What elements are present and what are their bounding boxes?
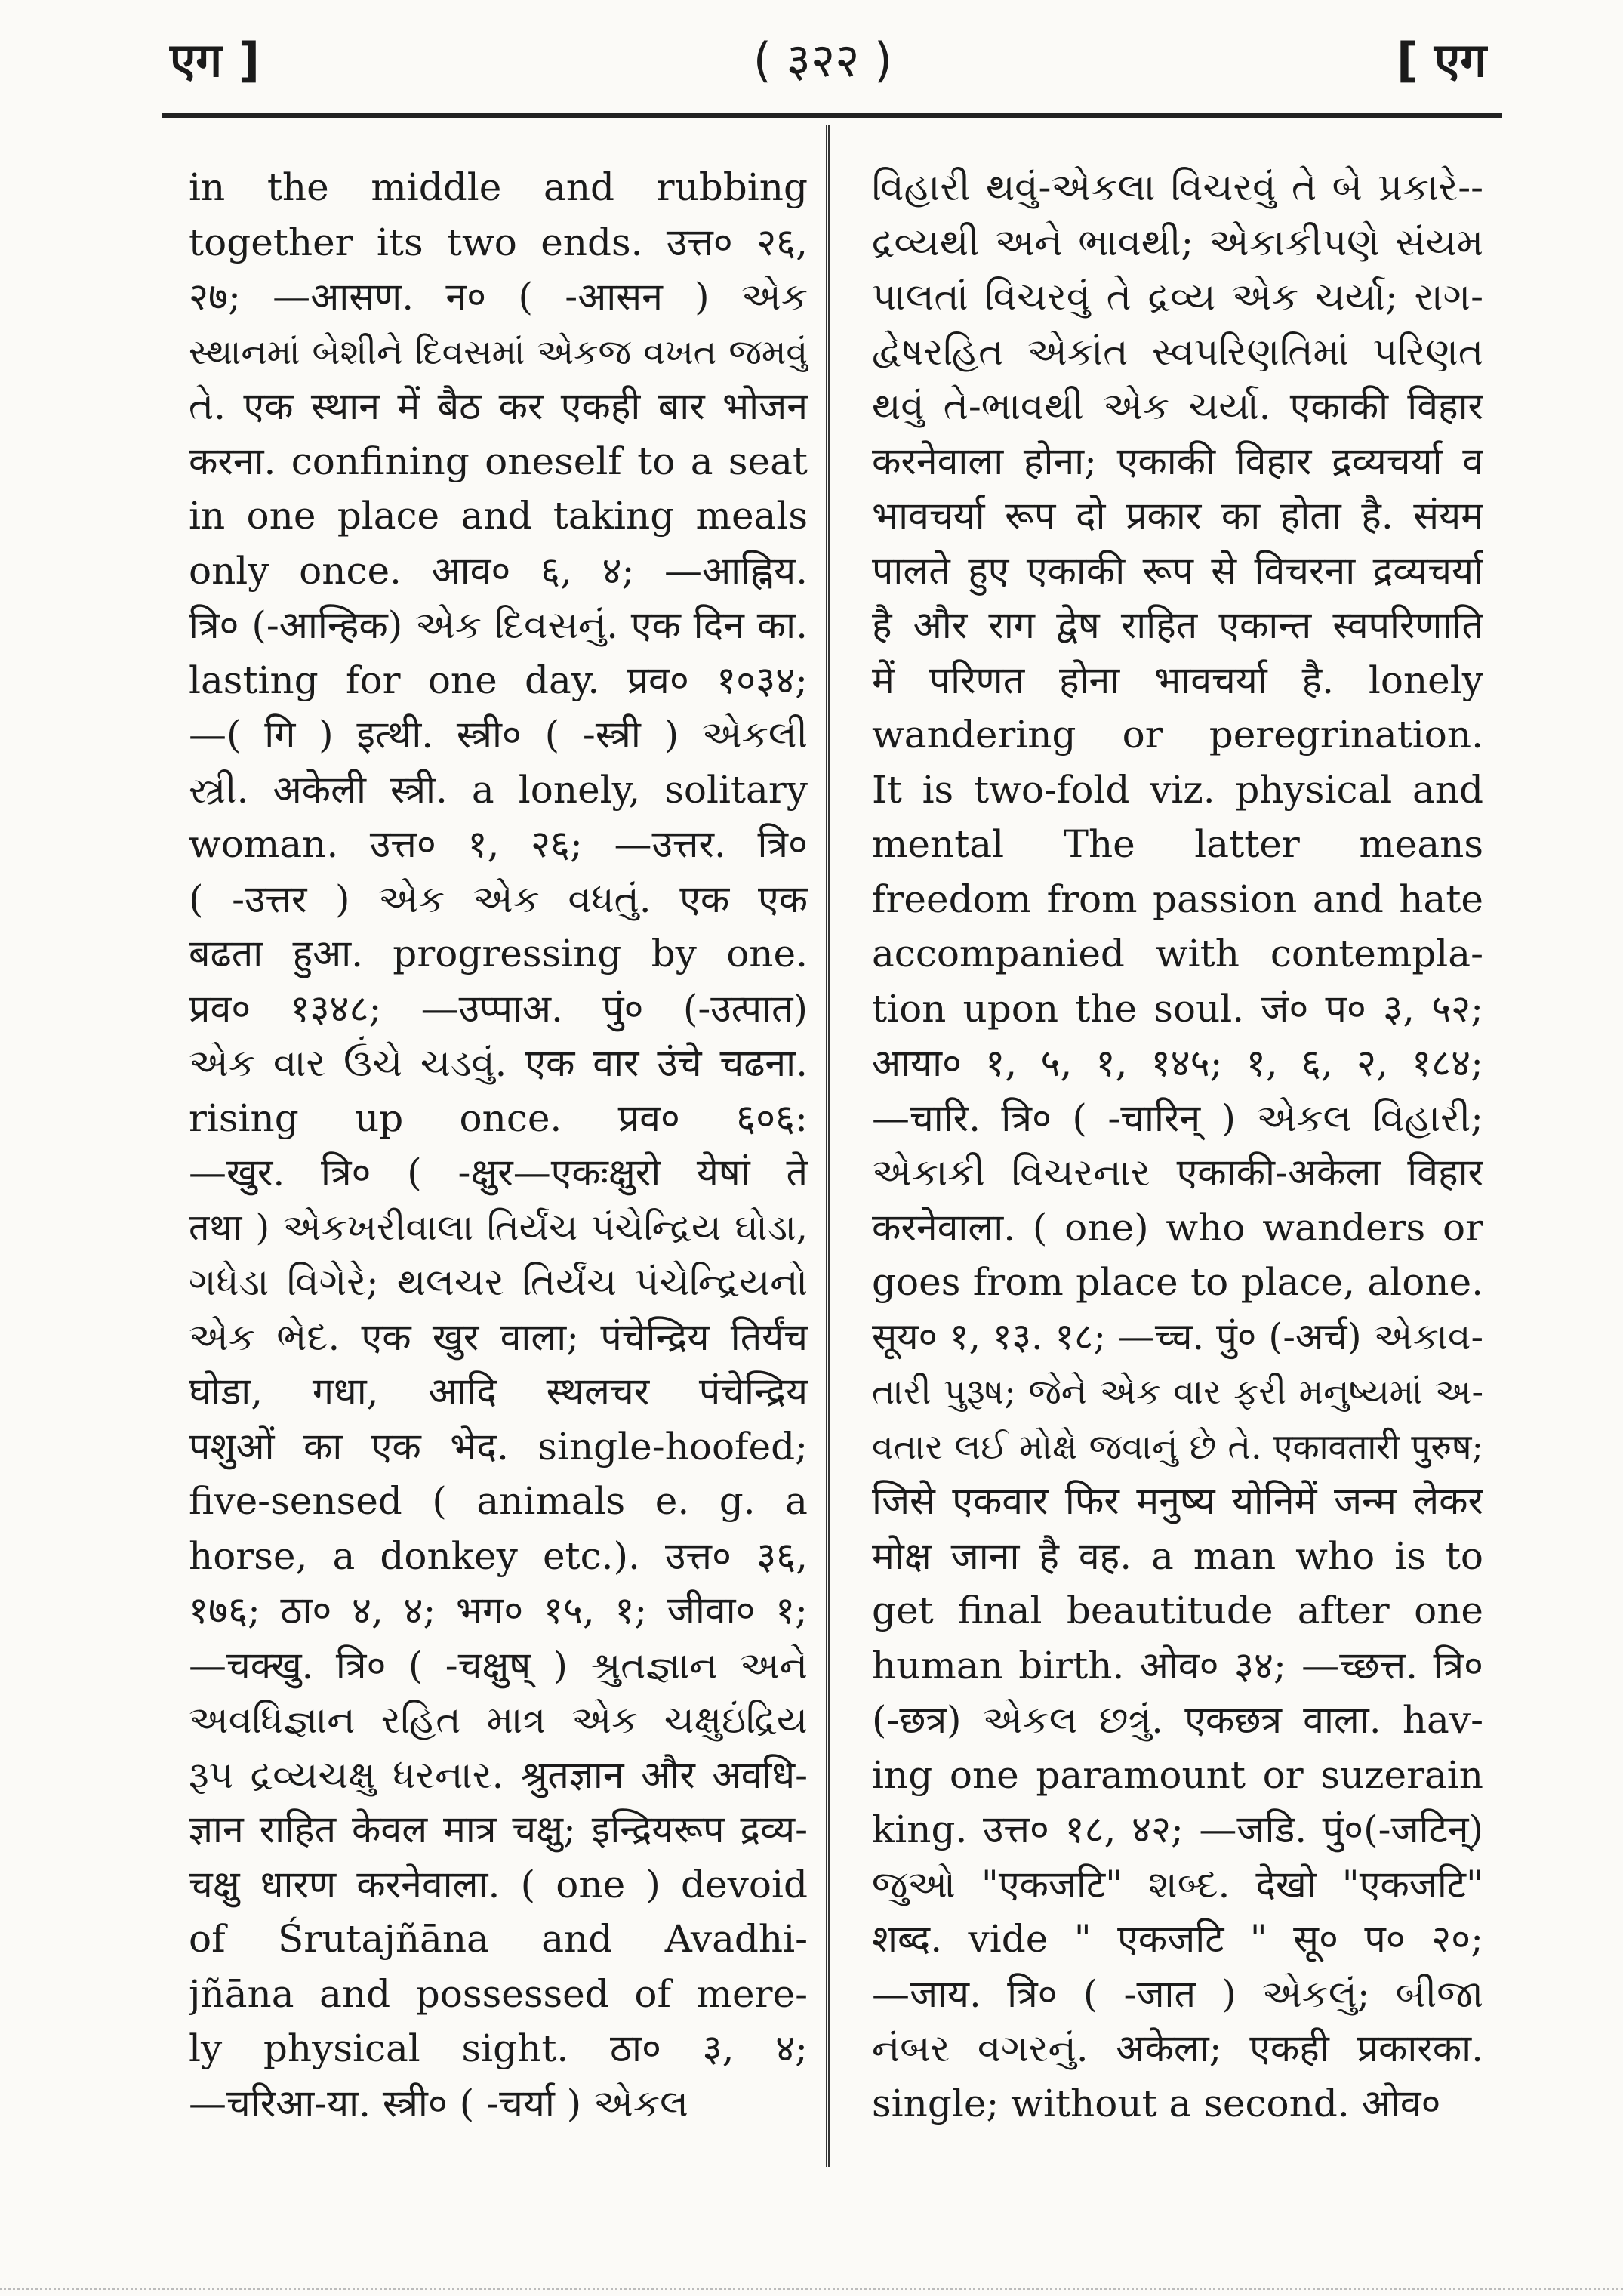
right-column-line: નંબર વગરનું. अकेला; एकही प्रकारका. <box>872 2026 1483 2070</box>
left-column-line: lasting for one day. प्रव० १०३४; <box>189 658 808 702</box>
right-column-line: freedom from passion and hate <box>872 877 1483 921</box>
left-column-line: २७; —आसण. न० ( -आसन ) એક <box>189 275 808 319</box>
right-column-line: It is two-fold viz. physical and <box>872 767 1483 812</box>
left-column-line: in one place and taking meals <box>189 494 808 538</box>
page-number: ( ३२२ ) <box>753 32 893 88</box>
right-column-line: करनेवाला. ( one) who wanders or <box>872 1205 1483 1250</box>
right-column-line: पालते हुए एकाकी रूप से विचरना द्रव्यचर्या <box>872 548 1483 593</box>
left-column-line: बढता हुआ. progressing by one. <box>189 932 808 975</box>
left-column-line: સ્ત્રી. अकेली स्त्री. a lonely, solitary <box>189 767 808 812</box>
left-column-line: five-sensed ( animals e. g. a <box>189 1479 808 1523</box>
right-column-line: દ્વેષરહિત એકાંત સ્વપરિણતિમાં પરિણત <box>872 329 1483 374</box>
right-column-line: જુઓ "एकजटि" શબ્દ. देखो "एकजटि" <box>872 1862 1483 1906</box>
right-column-line: ing one paramount or suzerain <box>872 1752 1483 1797</box>
right-column-line: accompanied with contempla- <box>872 932 1483 975</box>
left-column-line: એક ભેદ. एक खुर वाला; पंचेन्द्रिय तिर्यंच <box>189 1314 808 1359</box>
bottom-edge <box>0 2288 1623 2290</box>
right-column-line: आया० १, ५, १, १४५; १, ६, २, १८४; <box>872 1041 1483 1085</box>
left-column-line: together its two ends. उत्त० २६, <box>189 220 808 264</box>
left-column-line: —चरिआ-या. स्त्री० ( -चर्या ) એકલ <box>189 2081 688 2125</box>
right-column-line: mental The latter means <box>872 822 1483 866</box>
left-column-line: ( -उत्तर ) એક એક વધતું. एक एक <box>189 877 808 921</box>
right-column-line: goes from place to place, alone. <box>872 1260 1483 1304</box>
header-right-guideword: [ एग <box>1397 32 1487 88</box>
right-column-line: जिसे एकवार फिर मनुष्य योनिमें जन्म लेकर <box>872 1479 1483 1523</box>
left-column-line: only once. आव० ६, ४; —आह्निय. <box>189 548 808 593</box>
left-column-line: ज्ञान राहित केवल मात्र चक्षु; इन्द्रियरूप द्रव्य- <box>189 1808 808 1851</box>
right-column-line: થવું તે-ભાવથી એક ચર્યા. एकाकी विहार <box>872 384 1483 428</box>
left-column-line: पशुओं का एक भेद. single-hoofed; <box>189 1424 808 1469</box>
left-column-line: —खुर. त्रि० ( -क्षुर—एकःक्षुरो येषां ते <box>189 1151 808 1194</box>
right-column-line: मोक्ष जाना है वह. a man who is to <box>872 1533 1483 1578</box>
right-column-line: —चारि. त्रि० ( -चारिन् ) એકલ વિહારી; <box>872 1096 1483 1140</box>
left-column <box>189 160 808 2184</box>
left-column-line: in the middle and rubbing <box>189 165 808 209</box>
left-column-line: rising up once. प्रव० ६०६: <box>189 1096 808 1140</box>
left-column-line: jñāna and possessed of mere- <box>189 1971 808 2016</box>
left-column-line: १७६; ठा० ४, ४; भग० १५, १; जीवा० १; <box>189 1589 808 1632</box>
right-column-line: વિહારી થવું-એકલા વિચરવું તે બે પ્રકારે-- <box>872 165 1483 209</box>
left-column-line: સ્થાનમાં બેશીને દિવસમાં એકજ વખત જમવું <box>189 331 808 372</box>
right-column-line: भावचर्या रूप दो प्रकार का होता है. संयम <box>872 494 1483 538</box>
right-column-line: single; without a second. ओव० <box>872 2081 1441 2125</box>
left-column-line: ગધેડા વિગેરે; થલચર તિર્યંચ પંચેન્દ્રિયનો <box>189 1260 808 1304</box>
right-column-line: (-छत्र) એકલ છત્રું. एकछत्र वाला. hav- <box>872 1698 1483 1742</box>
left-column-line: —चक्खु. त्रि० ( -चक्षुष् ) શ્રુતજ્ઞાન અને <box>189 1643 808 1687</box>
right-column-line: शब्द. vide " एकजटि " सू० प० २०; <box>872 1917 1483 1961</box>
left-column-line: चक्षु धारण करनेवाला. ( one ) devoid <box>189 1862 808 1906</box>
right-column-line: सूय० १, १३. १८; —च्च. पुं० (-अर्च) એકાવ- <box>872 1314 1483 1358</box>
right-column-line: में परिणत होना भावचर्या है. lonely <box>872 658 1483 702</box>
column-divider <box>826 125 830 2167</box>
right-column-line: get final beautitude after one <box>872 1589 1483 1632</box>
right-column-line: है और राग द्वेष राहित एकान्त स्वपरिणाति <box>872 603 1483 647</box>
left-column-line: त्रि० (-आन्हिक) એક દિવસનું. एक दिन का. <box>189 603 808 647</box>
left-column-line: એક વાર ઉંચે ચડવું. एक वार उंचे चढना. <box>189 1041 808 1085</box>
right-column-line: tion upon the soul. जं० प० ३, ५२; <box>872 986 1483 1031</box>
right-column-line: વતાર લઈ મોક્ષે જવાનું છે તે. एकावतारी पुरुष; <box>872 1425 1483 1467</box>
right-column-line: દ્રવ્યથી અને ભાવથી; એકાકીપણે સંયમ <box>872 220 1483 264</box>
right-column-line: —जाय. त्रि० ( -जात ) એકલું; બીજા <box>872 1971 1483 2016</box>
left-column-line: तथा ) એકખરીવાલા તિર્યંચ પંચેન્દ્રિય ઘોડા, <box>189 1206 808 1249</box>
left-column-line: करना. confining oneself to a seat <box>189 439 808 483</box>
right-column-line: એકાકી વિચરનાર एकाकी-अकेला विहार <box>872 1151 1483 1194</box>
right-column-line: करनेवाला होना; एकाकी विहार द्रव्यचर्या व <box>872 439 1483 483</box>
left-column-line: woman. उत्त० १, २६; —उत्तर. त्रि० <box>189 822 808 866</box>
right-column-line: wandering or peregrination. <box>872 713 1483 757</box>
left-column-line: of Śrutajñāna and Avadhi- <box>189 1917 808 1961</box>
right-column <box>872 160 1483 2184</box>
left-column-line: રૂપ દ્રવ્યચક્ષુ ધરનાર. श्रुतज्ञान और अवधि- <box>189 1752 808 1797</box>
right-column-line: તારી પુરૂષ; જેને એક વાર ફરી મનુષ્યમાં અ- <box>872 1371 1483 1412</box>
left-column-line: घोडा, गधा, आदि स्थलचर पंचेन्द्रिय <box>189 1370 808 1413</box>
left-column-line: તે. एक स्थान में बैठ कर एकही बार भोजन <box>189 384 808 428</box>
right-column-line: human birth. ओव० ३४; —च्छत्त. त्रि० <box>872 1643 1483 1687</box>
right-column-line: king. उत्त० १८, ४२; —जडि. पुं०(-जटिन्) <box>872 1808 1483 1851</box>
header-rule <box>162 113 1502 118</box>
left-column-line: અવધિજ્ઞાન રહિત માત્ર એક ચક્ષુઇંદ્રિય <box>189 1698 808 1742</box>
left-column-line: —( गि ) इत्थी. स्त्री० ( -स्त्री ) એકલી <box>189 713 808 757</box>
right-column-line: પાલતાં વિચરવું તે દ્રવ્ય એક ચર્યા; રાગ- <box>872 275 1483 319</box>
header-left-guideword: एग ] <box>170 32 260 88</box>
left-column-line: horse, a donkey etc.). उत्त० ३६, <box>189 1533 808 1578</box>
left-column-line: प्रव० १३४८; —उप्पाअ. पुं० (-उत्पात) <box>189 986 808 1031</box>
left-column-line: ly physical sight. ठा० ३, ४; <box>189 2026 808 2070</box>
